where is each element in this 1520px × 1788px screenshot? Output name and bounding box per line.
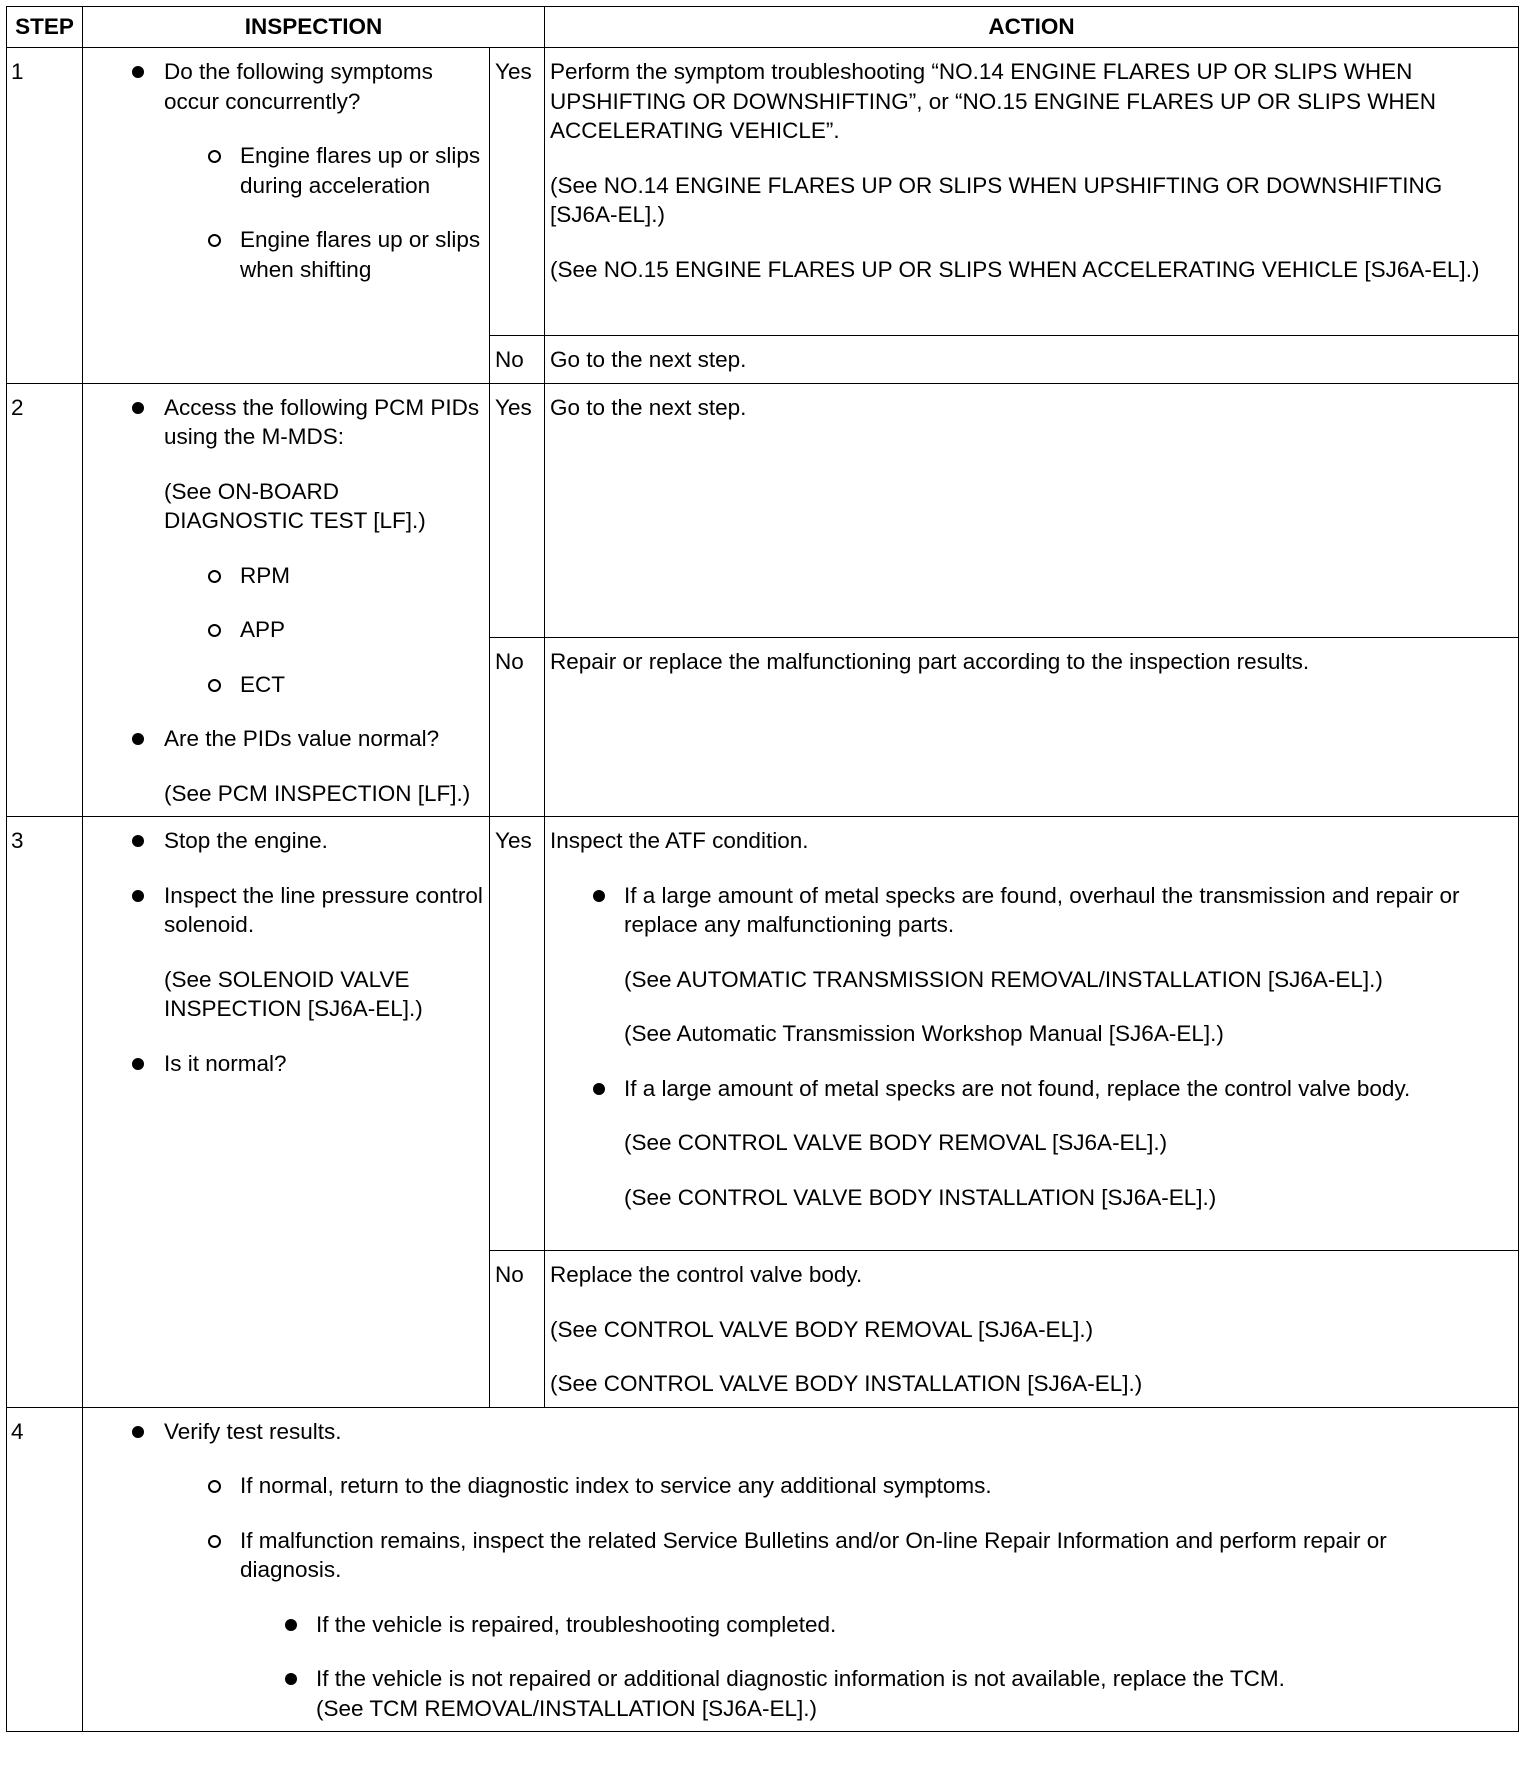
bullet-item: [83, 1417, 1512, 1447]
reference-link[interactable]: (See NO.14 ENGINE FLARES UP OR SLIPS WHEN UPSHIFTING OR DOWNSHIFTING [SJ6A-EL].): [550, 172, 1443, 227]
bullet-icon: [132, 1058, 144, 1070]
inspection-text: Is it normal?: [164, 1050, 287, 1076]
reference-link[interactable]: (See Automatic Transmission Workshop Manual [SJ6A-EL].): [624, 1021, 1224, 1046]
bullet-icon: [132, 66, 144, 78]
reference-link[interactable]: (See CONTROL VALVE BODY REMOVAL [SJ6A-EL].): [624, 1130, 1168, 1155]
circle-bullet-icon: [208, 624, 221, 637]
step-1-inspection: [83, 48, 490, 384]
step-4-content: [83, 1407, 1519, 1732]
header-inspection: INSPECTION: [83, 7, 545, 48]
circle-bullet-icon: [208, 1535, 221, 1548]
step-1-row: [7, 48, 1519, 336]
reference-link[interactable]: (See PCM INSPECTION [LF].): [164, 780, 471, 806]
sub-sub-item: [83, 1610, 1512, 1640]
yes-label: Yes: [490, 383, 545, 637]
yes-label: Yes: [490, 817, 545, 1251]
bullet-icon: [132, 733, 144, 745]
result-text: If the vehicle is not repaired or additional diagnostic information is not available, replace the TCM.: [316, 1666, 1285, 1691]
pid-item: [83, 615, 483, 645]
action-text: If a large amount of metal specks are not found, replace the control valve body.: [624, 1075, 1411, 1101]
troubleshooting-table: [6, 6, 1519, 1732]
pid-text: RPM: [240, 562, 290, 588]
step-2-inspection: [83, 383, 490, 817]
symptom-text: Engine flares up or slips when shifting: [240, 227, 481, 282]
bullet-icon: [593, 1083, 605, 1095]
bullet-icon: [593, 890, 605, 902]
action-text: Go to the next step.: [550, 394, 747, 420]
pid-text: ECT: [240, 671, 285, 697]
step-3-yes-action: [545, 817, 1519, 1251]
result-text: If normal, return to the diagnostic index to service any additional symptoms.: [240, 1473, 992, 1498]
bullet-item: [83, 1049, 483, 1079]
reference-link[interactable]: (See CONTROL VALVE BODY INSTALLATION [SJ6A-EL].): [624, 1184, 1217, 1210]
inspection-text: Are the PIDs value normal?: [164, 726, 440, 751]
step-3-no-action: [545, 1251, 1519, 1408]
action-bullet: [550, 881, 1510, 940]
step-2-no-action: [545, 637, 1519, 817]
circle-bullet-icon: [208, 234, 221, 247]
reference-link[interactable]: (See NO.15 ENGINE FLARES UP OR SLIPS WHEN ACCELERATING VEHICLE [SJ6A-EL].): [550, 256, 1480, 282]
header-action: ACTION: [545, 7, 1519, 48]
step-number: 3: [7, 817, 83, 1408]
result-text: If malfunction remains, inspect the related Service Bulletins and/or On-line Repair Information and perform repair or diagnosis.: [240, 1527, 1387, 1582]
bullet-icon: [132, 890, 144, 902]
reference-link[interactable]: (See SOLENOID VALVE INSPECTION [SJ6A-EL].): [164, 966, 423, 1021]
sub-item: [83, 1526, 1512, 1585]
inspection-text: Inspect the line pressure control solenoid.: [164, 882, 483, 937]
bullet-item: [83, 393, 483, 452]
step-number: 1: [7, 48, 83, 384]
step-4-row: [7, 1407, 1519, 1732]
bullet-icon: [285, 1673, 297, 1685]
pid-text: APP: [240, 617, 286, 642]
no-label: No: [490, 637, 545, 817]
circle-bullet-icon: [208, 1480, 221, 1493]
header-row: [7, 7, 1519, 48]
bullet-item: [83, 881, 483, 940]
reference-link[interactable]: (See AUTOMATIC TRANSMISSION REMOVAL/INSTALLATION [SJ6A-EL].): [624, 966, 1383, 992]
step-3-row: [7, 817, 1519, 1251]
step-1-no-action: [545, 336, 1519, 384]
bullet-icon: [132, 1426, 144, 1438]
action-text: If a large amount of metal specks are found, overhaul the transmission and repair or replace any malfunctioning parts.: [624, 882, 1460, 937]
bullet-item: [83, 57, 483, 116]
action-text: Replace the control valve body.: [550, 1262, 863, 1287]
step-number: 2: [7, 383, 83, 817]
circle-bullet-icon: [208, 150, 221, 163]
reference-link[interactable]: (See ON-BOARD DIAGNOSTIC TEST [LF].): [164, 478, 426, 533]
step-3-inspection: [83, 817, 490, 1408]
bullet-icon: [132, 402, 144, 414]
bullet-item: [83, 826, 483, 856]
action-text: Perform the symptom troubleshooting “NO.14 ENGINE FLARES UP OR SLIPS WHEN UPSHIFTING OR DOWNSHIFTING”, or “NO.15 ENGINE FLARES UP OR SLIPS WHEN ACCELERATING VEHICLE”.: [550, 59, 1436, 143]
step-2-row: [7, 383, 1519, 637]
sub-item: [83, 141, 483, 200]
pid-item: [83, 670, 483, 700]
inspection-text: Access the following PCM PIDs using the M-MDS:: [164, 394, 480, 449]
sub-item: [83, 1471, 1512, 1501]
circle-bullet-icon: [208, 570, 221, 583]
sub-item: [83, 225, 483, 284]
inspection-text: Do the following symptoms occur concurrently?: [164, 59, 433, 114]
reference-link[interactable]: (See CONTROL VALVE BODY INSTALLATION [SJ6A-EL].): [550, 1371, 1143, 1396]
action-text: Go to the next step.: [550, 347, 747, 372]
action-text: Inspect the ATF condition.: [550, 828, 809, 853]
inspection-text: Verify test results.: [164, 1418, 342, 1444]
step-number: 4: [7, 1407, 83, 1732]
step-1-yes-action: [545, 48, 1519, 336]
step-2-yes-action: [545, 383, 1519, 637]
pid-item: [83, 561, 483, 591]
bullet-item: [83, 724, 483, 754]
bullet-icon: [285, 1619, 297, 1631]
symptom-text: Engine flares up or slips during acceleration: [240, 143, 481, 198]
action-text: Repair or replace the malfunctioning part according to the inspection results.: [550, 648, 1310, 674]
no-label: No: [490, 336, 545, 384]
sub-sub-item: [83, 1664, 1512, 1723]
reference-link[interactable]: (See CONTROL VALVE BODY REMOVAL [SJ6A-EL].): [550, 1316, 1094, 1342]
action-bullet: [550, 1074, 1510, 1104]
no-label: No: [490, 1251, 545, 1408]
yes-label: Yes: [490, 48, 545, 336]
header-step: STEP: [7, 7, 83, 48]
result-text: If the vehicle is repaired, troubleshooting completed.: [316, 1611, 837, 1637]
inspection-text: Stop the engine.: [164, 828, 328, 853]
circle-bullet-icon: [208, 679, 221, 692]
bullet-icon: [132, 835, 144, 847]
reference-link[interactable]: (See TCM REMOVAL/INSTALLATION [SJ6A-EL].): [316, 1695, 817, 1721]
